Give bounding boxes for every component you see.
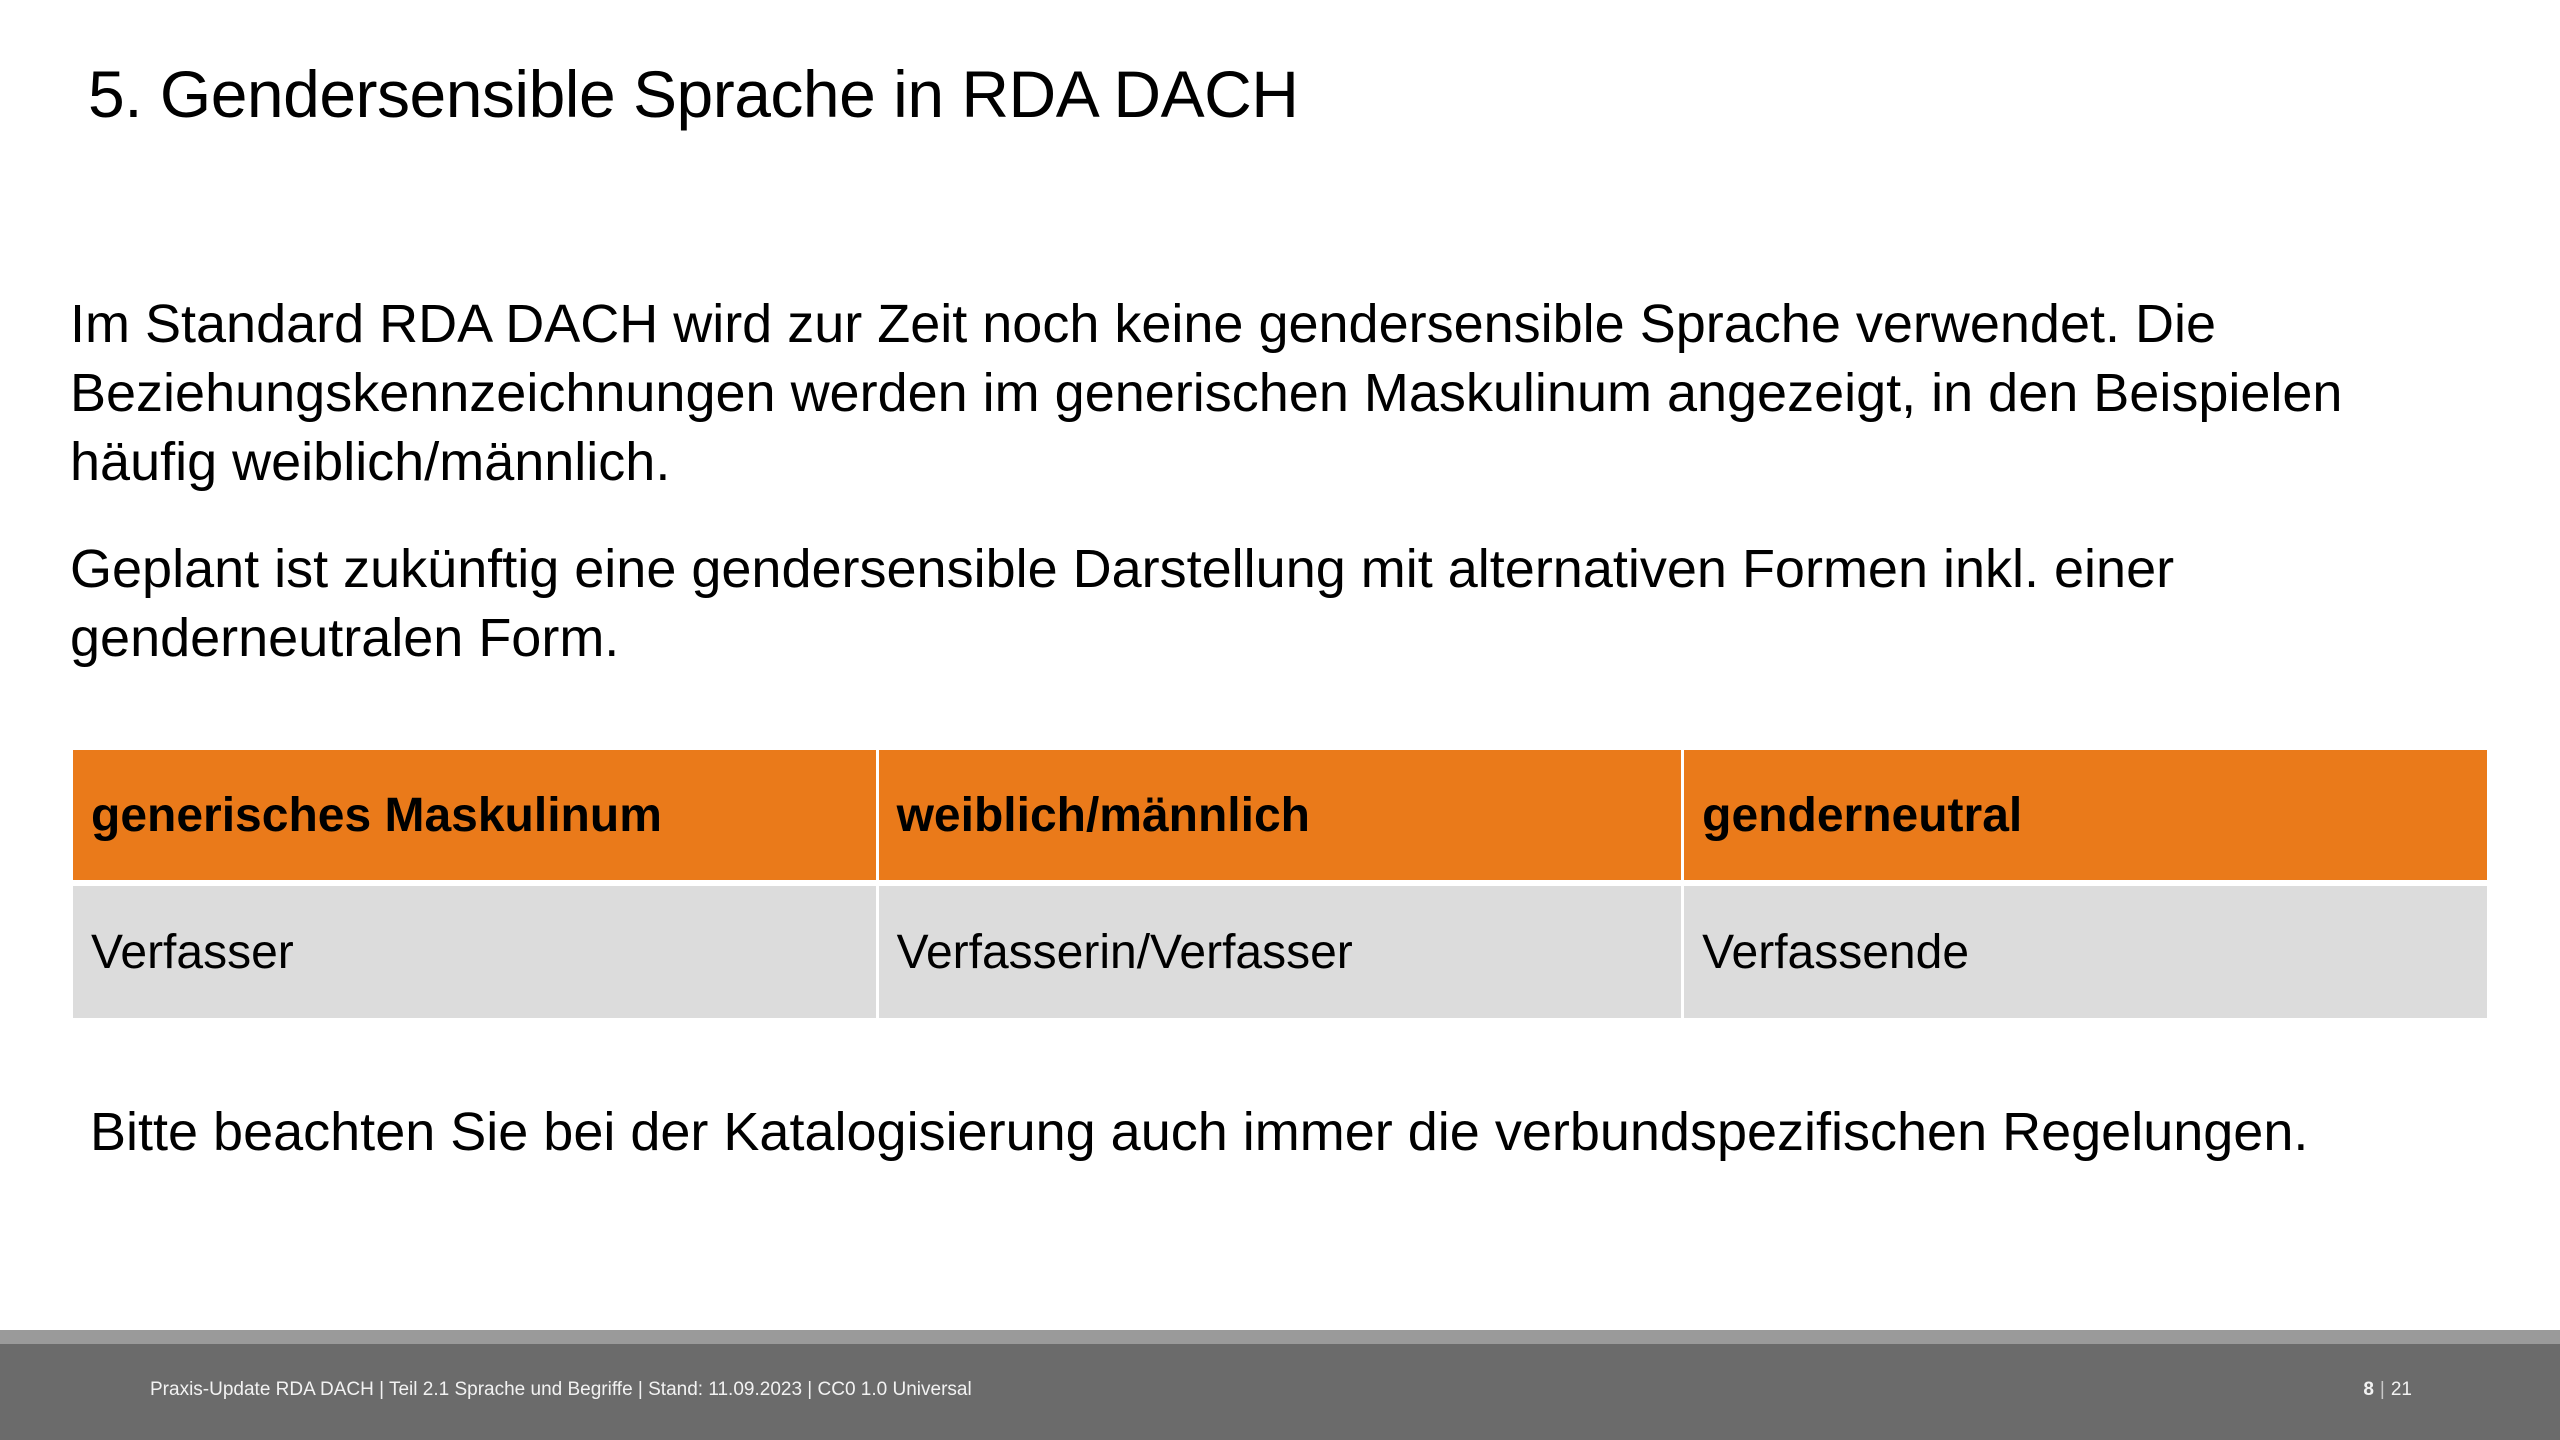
table-row [73, 886, 2487, 1018]
table-cell: Verfasserin/Verfasser [879, 886, 1682, 1018]
plan-paragraph: Geplant ist zukünftig eine gendersensible Darstellung mit alternativen Formen inkl. einer genderneutralen Form. [70, 539, 2175, 668]
footer-divider [0, 1330, 2560, 1344]
table-cell: Verfasser [73, 886, 876, 1018]
table-header-cell: generisches Maskulinum [73, 750, 876, 886]
table-header-cell: genderneutral [1684, 750, 2487, 886]
catalog-note: Bitte beachten Sie bei der Katalogisierung auch immer die verbundspezifischen Regelungen. [90, 1102, 2309, 1162]
intro-paragraph: Im Standard RDA DACH wird zur Zeit noch keine gendersensible Sprache verwendet. Die Beziehungskennzeichnungen werden im generischen Maskulinum angezeigt, in den Beispielen häufig weiblich/männlich. [70, 294, 2343, 492]
table-header-cell: weiblich/männlich [879, 750, 1682, 886]
page-number [2363, 1378, 2412, 1402]
page-total: 21 [2390, 1379, 2412, 1400]
page-separator: | [2379, 1379, 2385, 1400]
footer-text: Praxis-Update RDA DACH | Teil 2.1 Sprache und Begriffe | Stand: 11.09.2023 | CC0 1.0 Universal [150, 1379, 972, 1400]
footer-bar [0, 1344, 2560, 1440]
gender-forms-table [70, 750, 2490, 1018]
slide-title: 5. Gendersensible Sprache in RDA DACH [88, 57, 1299, 131]
table-header-row [73, 750, 2487, 886]
page-current: 8 [2363, 1379, 2374, 1400]
table-cell: Verfassende [1684, 886, 2487, 1018]
